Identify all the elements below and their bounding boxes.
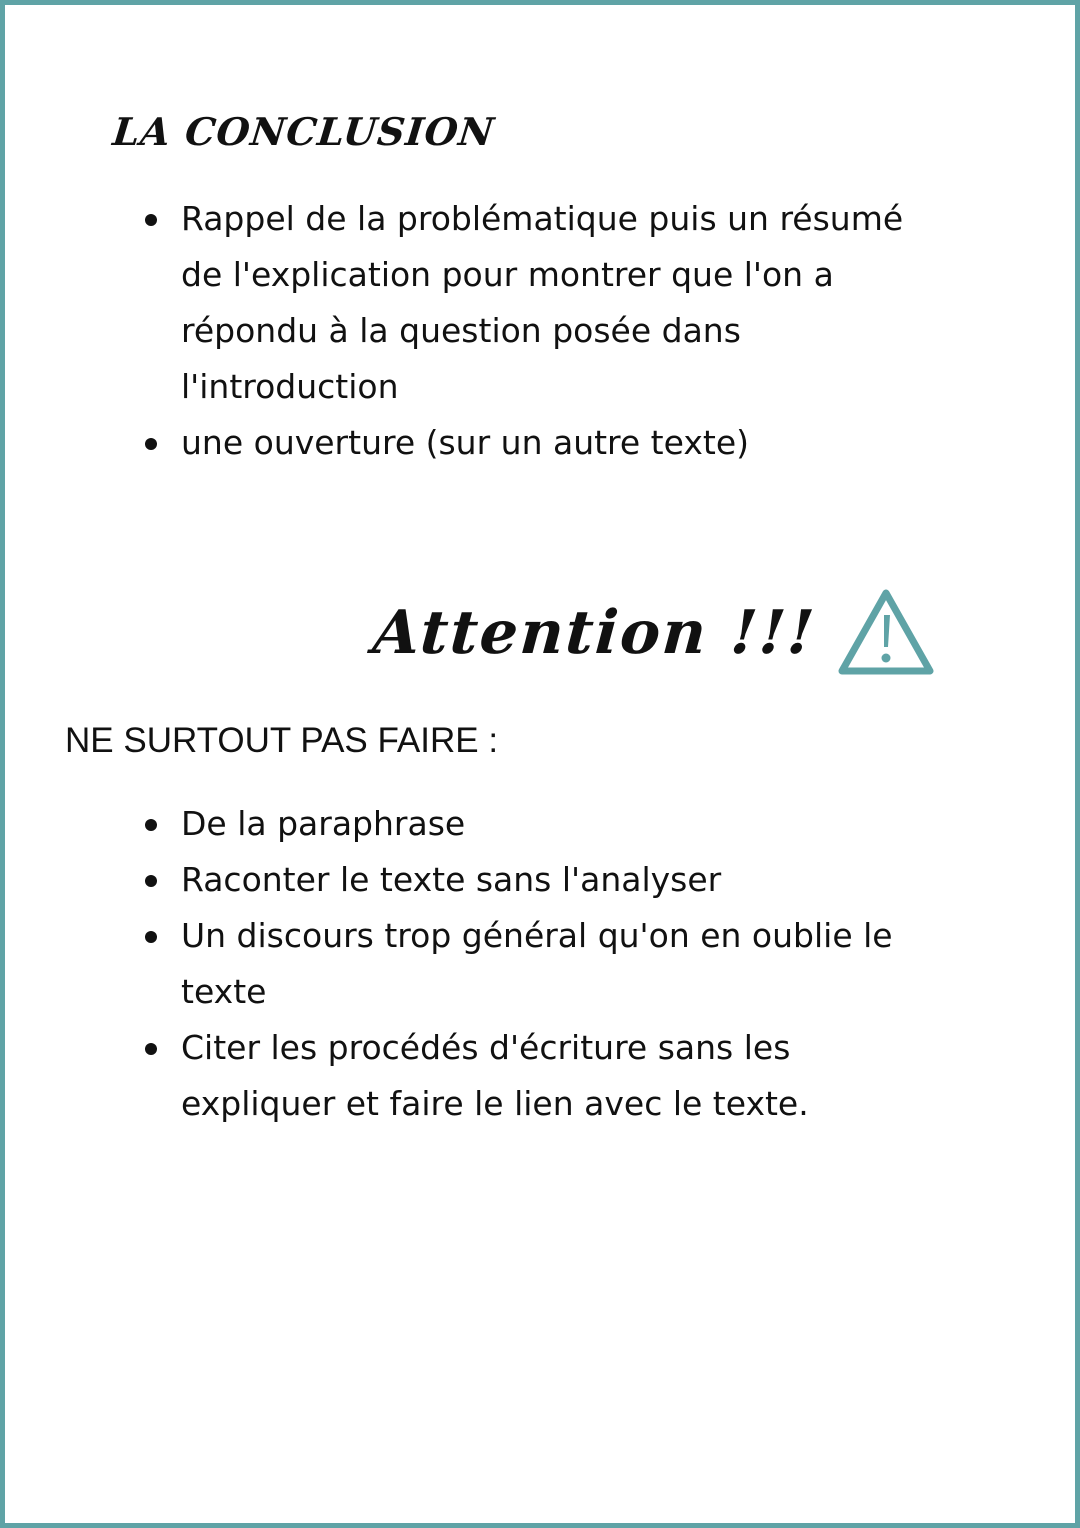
list-item: une ouverture (sur un autre texte) — [133, 415, 953, 471]
list-item: Citer les procédés d'écriture sans les expliquer et faire le lien avec le texte. — [133, 1020, 953, 1132]
conclusion-title: LA CONCLUSION — [110, 109, 497, 154]
attention-title: Attention !!! — [370, 598, 819, 668]
list-item: Un discours trop général qu'on en oublie le texte — [133, 908, 953, 1020]
warning-triangle-icon — [834, 585, 938, 681]
list-item: De la paraphrase — [133, 796, 953, 852]
conclusion-list — [133, 191, 953, 471]
list-item: Raconter le texte sans l'analyser — [133, 852, 953, 908]
dont-list — [133, 796, 953, 1132]
dont-heading: NE SURTOUT PAS FAIRE : — [65, 721, 499, 760]
list-item: Rappel de la problématique puis un résumé de l'explication pour montrer que l'on a répondu à la question posée dans l'introduction — [133, 191, 953, 415]
attention-banner — [370, 583, 938, 683]
